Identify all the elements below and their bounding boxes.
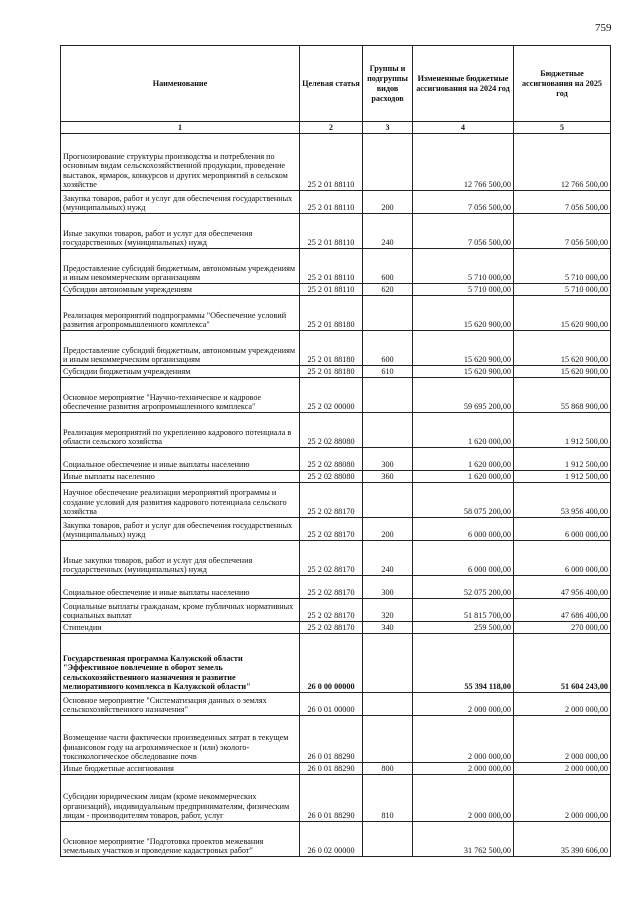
row-target-code: 26 0 01 88290	[300, 775, 363, 822]
row-expense-group: 240	[363, 214, 413, 249]
row-name: Предоставление субсидий бюджетным, автономным учреждениям и иным некоммерческим организациям	[61, 249, 300, 284]
row-amount-2024: 5 710 000,00	[413, 284, 514, 296]
row-amount-2025: 5 710 000,00	[514, 284, 611, 296]
table-row	[61, 483, 611, 518]
row-name: Основное мероприятие "Систематизация данных о землях сельскохозяйственного назначения"	[61, 693, 300, 716]
row-amount-2024: 15 620 900,00	[413, 366, 514, 378]
table-row	[61, 296, 611, 331]
table-row	[61, 518, 611, 541]
table-row	[61, 471, 611, 483]
row-target-code: 25 2 01 88180	[300, 296, 363, 331]
column-number: 2	[300, 122, 363, 134]
row-amount-2024: 1 620 000,00	[413, 448, 514, 471]
header-amount-2024: Измененные бюджетные ассигнования на 2024 год	[413, 46, 514, 122]
row-amount-2025: 6 000 000,00	[514, 518, 611, 541]
row-name: Прогнозирование структуры производства и потребления по основным видам сельскохозяйственной продукции, проведение выставок, ярмарок, конкурсов и других мероприятий в сельском хозяйстве	[61, 134, 300, 191]
row-amount-2024: 259 500,00	[413, 622, 514, 634]
row-expense-group: 600	[363, 249, 413, 284]
table-row	[61, 576, 611, 599]
row-expense-group	[363, 413, 413, 448]
row-amount-2024: 7 056 500,00	[413, 214, 514, 249]
row-amount-2024: 59 695 200,00	[413, 378, 514, 413]
row-amount-2024: 6 000 000,00	[413, 518, 514, 541]
row-expense-group: 240	[363, 541, 413, 576]
row-name: Предоставление субсидий бюджетным, автономным учреждениям и иным некоммерческим организациям	[61, 331, 300, 366]
row-expense-group	[363, 296, 413, 331]
row-expense-group: 200	[363, 518, 413, 541]
row-amount-2024: 58 075 200,00	[413, 483, 514, 518]
row-amount-2024: 2 000 000,00	[413, 716, 514, 763]
table-row	[61, 413, 611, 448]
table-row	[61, 693, 611, 716]
row-target-code: 25 2 01 88110	[300, 214, 363, 249]
row-expense-group: 300	[363, 448, 413, 471]
table-row	[61, 378, 611, 413]
row-amount-2024: 2 000 000,00	[413, 693, 514, 716]
table-row	[61, 249, 611, 284]
header-group: Группы и подгруппы видов расходов	[363, 46, 413, 122]
row-expense-group: 800	[363, 763, 413, 775]
row-target-code: 25 2 01 88180	[300, 331, 363, 366]
row-amount-2024: 51 815 700,00	[413, 599, 514, 622]
row-expense-group	[363, 378, 413, 413]
row-amount-2025: 5 710 000,00	[514, 249, 611, 284]
row-amount-2025: 7 056 500,00	[514, 191, 611, 214]
row-amount-2024: 2 000 000,00	[413, 775, 514, 822]
row-expense-group: 620	[363, 284, 413, 296]
row-amount-2025: 51 604 243,00	[514, 634, 611, 693]
row-name: Социальное обеспечение и иные выплаты населению	[61, 576, 300, 599]
row-amount-2024: 5 710 000,00	[413, 249, 514, 284]
table-row	[61, 448, 611, 471]
row-expense-group	[363, 134, 413, 191]
row-amount-2025: 6 000 000,00	[514, 541, 611, 576]
row-target-code: 26 0 01 88290	[300, 763, 363, 775]
row-target-code: 25 2 01 88110	[300, 249, 363, 284]
table-row	[61, 366, 611, 378]
row-amount-2024: 52 075 200,00	[413, 576, 514, 599]
row-target-code: 25 2 02 88170	[300, 622, 363, 634]
column-number-row	[61, 122, 611, 134]
row-name: Реализация мероприятий подпрограммы "Обеспечение условий развития агропромышленного комплекса"	[61, 296, 300, 331]
row-name: Субсидии автономным учреждениям	[61, 284, 300, 296]
row-amount-2025: 47 686 400,00	[514, 599, 611, 622]
row-target-code: 26 0 02 00000	[300, 822, 363, 857]
row-amount-2024: 12 766 500,00	[413, 134, 514, 191]
row-amount-2025: 270 000,00	[514, 622, 611, 634]
row-expense-group: 300	[363, 576, 413, 599]
row-target-code: 25 2 01 88110	[300, 134, 363, 191]
row-name: Иные выплаты населению	[61, 471, 300, 483]
row-name: Субсидии юридическим лицам (кроме некоммерческих организаций), индивидуальным предпринимателям, физическим лицам - производителям товаров, работ, услуг	[61, 775, 300, 822]
row-amount-2025: 12 766 500,00	[514, 134, 611, 191]
row-name: Иные закупки товаров, работ и услуг для обеспечения государственных (муниципальных) нужд	[61, 541, 300, 576]
row-amount-2024: 1 620 000,00	[413, 413, 514, 448]
row-amount-2025: 53 956 400,00	[514, 483, 611, 518]
row-target-code: 25 2 02 88080	[300, 413, 363, 448]
table-row	[61, 134, 611, 191]
row-amount-2025: 2 000 000,00	[514, 775, 611, 822]
table-row	[61, 331, 611, 366]
row-name: Социальное обеспечение и иные выплаты населению	[61, 448, 300, 471]
row-name: Закупка товаров, работ и услуг для обеспечения государственных (муниципальных) нужд	[61, 518, 300, 541]
row-target-code: 25 2 02 88170	[300, 541, 363, 576]
row-target-code: 25 2 01 88180	[300, 366, 363, 378]
row-amount-2024: 6 000 000,00	[413, 541, 514, 576]
row-target-code: 25 2 02 88170	[300, 599, 363, 622]
row-expense-group	[363, 693, 413, 716]
row-amount-2025: 7 056 500,00	[514, 214, 611, 249]
row-amount-2024: 15 620 900,00	[413, 331, 514, 366]
row-amount-2025: 2 000 000,00	[514, 763, 611, 775]
table-row	[61, 599, 611, 622]
table-row	[61, 822, 611, 857]
row-expense-group: 810	[363, 775, 413, 822]
table-row	[61, 775, 611, 822]
row-expense-group: 340	[363, 622, 413, 634]
row-target-code: 25 2 02 88080	[300, 448, 363, 471]
budget-table	[60, 45, 611, 857]
row-amount-2025: 2 000 000,00	[514, 716, 611, 763]
row-expense-group: 600	[363, 331, 413, 366]
row-expense-group	[363, 634, 413, 693]
row-target-code: 25 2 02 88080	[300, 471, 363, 483]
table-row	[61, 191, 611, 214]
row-name: Субсидии бюджетным учреждениям	[61, 366, 300, 378]
row-amount-2025: 1 912 500,00	[514, 448, 611, 471]
row-amount-2024: 31 762 500,00	[413, 822, 514, 857]
row-name: Основное мероприятие "Научно-техническое и кадровое обеспечение развития агропромышленного комплекса"	[61, 378, 300, 413]
row-name: Научное обеспечение реализации мероприятий программы и создание условий для развития кадрового потенциала сельского хозяйства	[61, 483, 300, 518]
row-target-code: 25 2 01 88110	[300, 284, 363, 296]
header-row	[61, 46, 611, 122]
column-number: 1	[61, 122, 300, 134]
table-row	[61, 716, 611, 763]
page-number: 759	[595, 22, 612, 34]
header-target: Целевая статья	[300, 46, 363, 122]
row-amount-2025: 55 868 900,00	[514, 378, 611, 413]
row-expense-group: 200	[363, 191, 413, 214]
row-name: Социальные выплаты гражданам, кроме публичных нормативных социальных выплат	[61, 599, 300, 622]
row-amount-2025: 1 912 500,00	[514, 471, 611, 483]
table-row	[61, 284, 611, 296]
header-amount-2025: Бюджетные ассигнования на 2025 год	[514, 46, 611, 122]
table-row	[61, 622, 611, 634]
row-name: Закупка товаров, работ и услуг для обеспечения государственных (муниципальных) нужд	[61, 191, 300, 214]
row-amount-2024: 55 394 118,00	[413, 634, 514, 693]
row-target-code: 26 0 00 00000	[300, 634, 363, 693]
row-amount-2025: 15 620 900,00	[514, 331, 611, 366]
row-amount-2024: 2 000 000,00	[413, 763, 514, 775]
row-expense-group	[363, 716, 413, 763]
row-expense-group	[363, 822, 413, 857]
row-target-code: 25 2 02 88170	[300, 576, 363, 599]
row-amount-2025: 1 912 500,00	[514, 413, 611, 448]
row-amount-2025: 47 956 400,00	[514, 576, 611, 599]
row-amount-2025: 35 390 606,00	[514, 822, 611, 857]
header-name: Наименование	[61, 46, 300, 122]
row-target-code: 25 2 02 88170	[300, 518, 363, 541]
row-name: Иные закупки товаров, работ и услуг для обеспечения государственных (муниципальных) нужд	[61, 214, 300, 249]
row-amount-2025: 2 000 000,00	[514, 693, 611, 716]
table-row	[61, 541, 611, 576]
table-row	[61, 214, 611, 249]
row-target-code: 26 0 01 00000	[300, 693, 363, 716]
table-row	[61, 763, 611, 775]
row-target-code: 25 2 01 88110	[300, 191, 363, 214]
row-expense-group: 320	[363, 599, 413, 622]
column-number: 3	[363, 122, 413, 134]
row-expense-group: 360	[363, 471, 413, 483]
row-amount-2024: 1 620 000,00	[413, 471, 514, 483]
row-name: Реализация мероприятий по укреплению кадрового потенциала в области сельского хозяйства	[61, 413, 300, 448]
row-expense-group: 610	[363, 366, 413, 378]
row-amount-2024: 7 056 500,00	[413, 191, 514, 214]
column-number: 4	[413, 122, 514, 134]
row-amount-2025: 15 620 900,00	[514, 366, 611, 378]
column-number: 5	[514, 122, 611, 134]
row-name: Государственная программа Калужской области "Эффективное вовлечение в оборот земель сельскохозяйственного назначения и развитие мелиоративного комплекса в Калужской области"	[61, 634, 300, 693]
row-name: Иные бюджетные ассигнования	[61, 763, 300, 775]
row-target-code: 26 0 01 88290	[300, 716, 363, 763]
row-name: Стипендии	[61, 622, 300, 634]
row-name: Возмещение части фактически произведенных затрат в текущем финансовом году на агрохимическое и (или) эколого-токсикологическое обследование почв	[61, 716, 300, 763]
row-target-code: 25 2 02 00000	[300, 378, 363, 413]
row-expense-group	[363, 483, 413, 518]
table-row	[61, 634, 611, 693]
row-name: Основное мероприятие "Подготовка проектов межевания земельных участков и проведение кадастровых работ"	[61, 822, 300, 857]
row-amount-2024: 15 620 900,00	[413, 296, 514, 331]
row-target-code: 25 2 02 88170	[300, 483, 363, 518]
row-amount-2025: 15 620 900,00	[514, 296, 611, 331]
